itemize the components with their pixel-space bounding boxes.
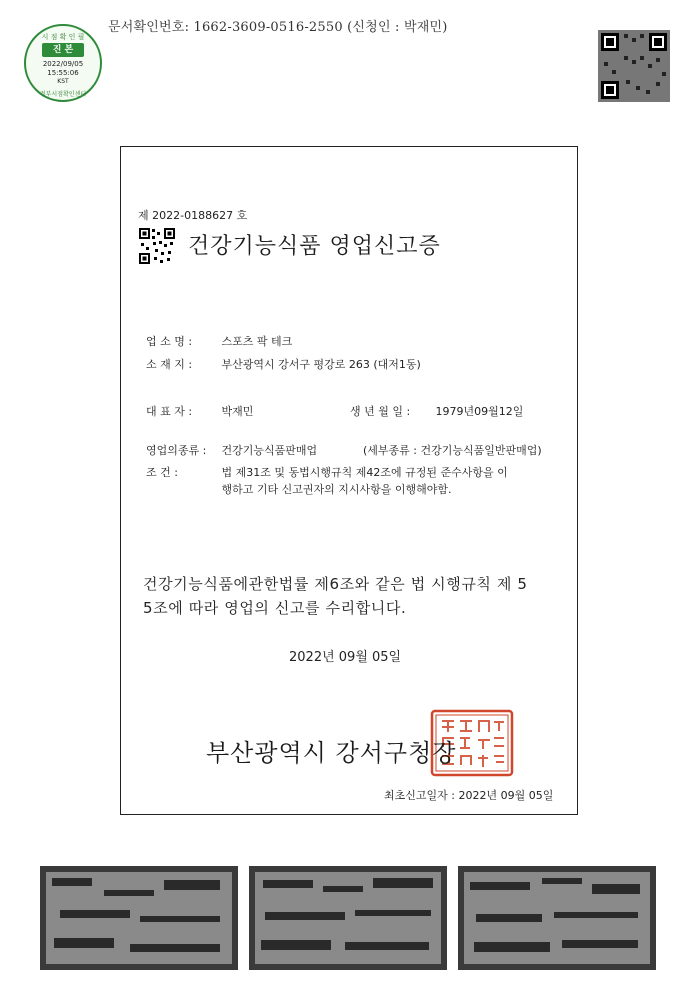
conditions-value [222,464,508,498]
conditions-line-2: 행하고 기타 신고권자의 지시사항을 이행해야함. [221,483,452,496]
business-name-label: 업 소 명 : [146,335,193,348]
birthdate-row [350,403,523,419]
certificate-number: 제 2022-0188627 호 [138,209,248,222]
doc-confirm-value: 1662-3609-0516-2550 [193,20,343,35]
business-type-row [146,442,542,458]
body-text-line-2: 5조에 따라 영업의 신고를 수리합니다. [143,599,407,617]
birthdate-value: 1979년09월12일 [435,405,524,418]
business-type-value: 건강기능식품판매업 [221,444,318,457]
document-confirm-number: 문서확인번호: 1662-3609-0516-2550 (신청인 : 박재민) [108,20,448,35]
seal-date: 2022/09/05 [42,60,84,68]
issue-date: 2022년 09월 05일 [289,650,402,665]
timestamp-seal [24,24,102,102]
conditions-line-1: 법 제31조 및 동법시행규칙 제42조에 규정된 준수사항을 이 [221,466,508,479]
first-report-date: 최초신고일자 : 2022년 09월 05일 [384,789,554,802]
business-name-row [146,333,292,349]
certificate-title: 건강기능식품 영업신고증 [188,234,441,259]
business-subtype: (세부종류 : 건강기능식품일반판매업) [363,444,542,457]
seal-top-text: 시 점 확 인 필 [41,33,85,41]
birthdate-label: 생 년 월 일 : [350,405,411,418]
issuing-authority: 부산광역시 강서구청장 [206,739,457,767]
business-name-value: 스포츠 팍 테크 [221,335,293,348]
seal-timezone: KST [57,78,69,85]
representative-label: 대 표 자 : [146,405,193,418]
seal-time: 15:55:06 [47,69,79,77]
security-pattern-strip-2 [249,866,447,970]
doc-confirm-label: 문서확인번호 [108,20,185,35]
address-label: 소 재 지 : [146,358,193,371]
security-pattern-strip-1 [40,866,238,970]
conditions-label: 조 건 : [146,466,178,479]
body-text-line-1: 건강기능식품에관한법률 제6조와 같은 법 시행규칙 제 5 [143,575,528,593]
seal-badge: 진 본 [42,43,84,57]
seal-bottom-text: 정부시점확인센터 [39,91,87,98]
representative-row [146,403,253,419]
applicant-name: (신청인 : 박재민) [347,20,448,35]
address-row [146,356,421,372]
business-type-label: 영업의종류 : [146,444,207,457]
representative-value: 박재민 [221,405,254,418]
security-pattern-strip-3 [458,866,656,970]
conditions-row [146,464,508,498]
certificate-qr-code[interactable] [138,227,176,265]
address-value: 부산광역시 강서구 평강로 263 (대저1동) [221,358,421,371]
verification-qr-code[interactable] [596,28,672,104]
